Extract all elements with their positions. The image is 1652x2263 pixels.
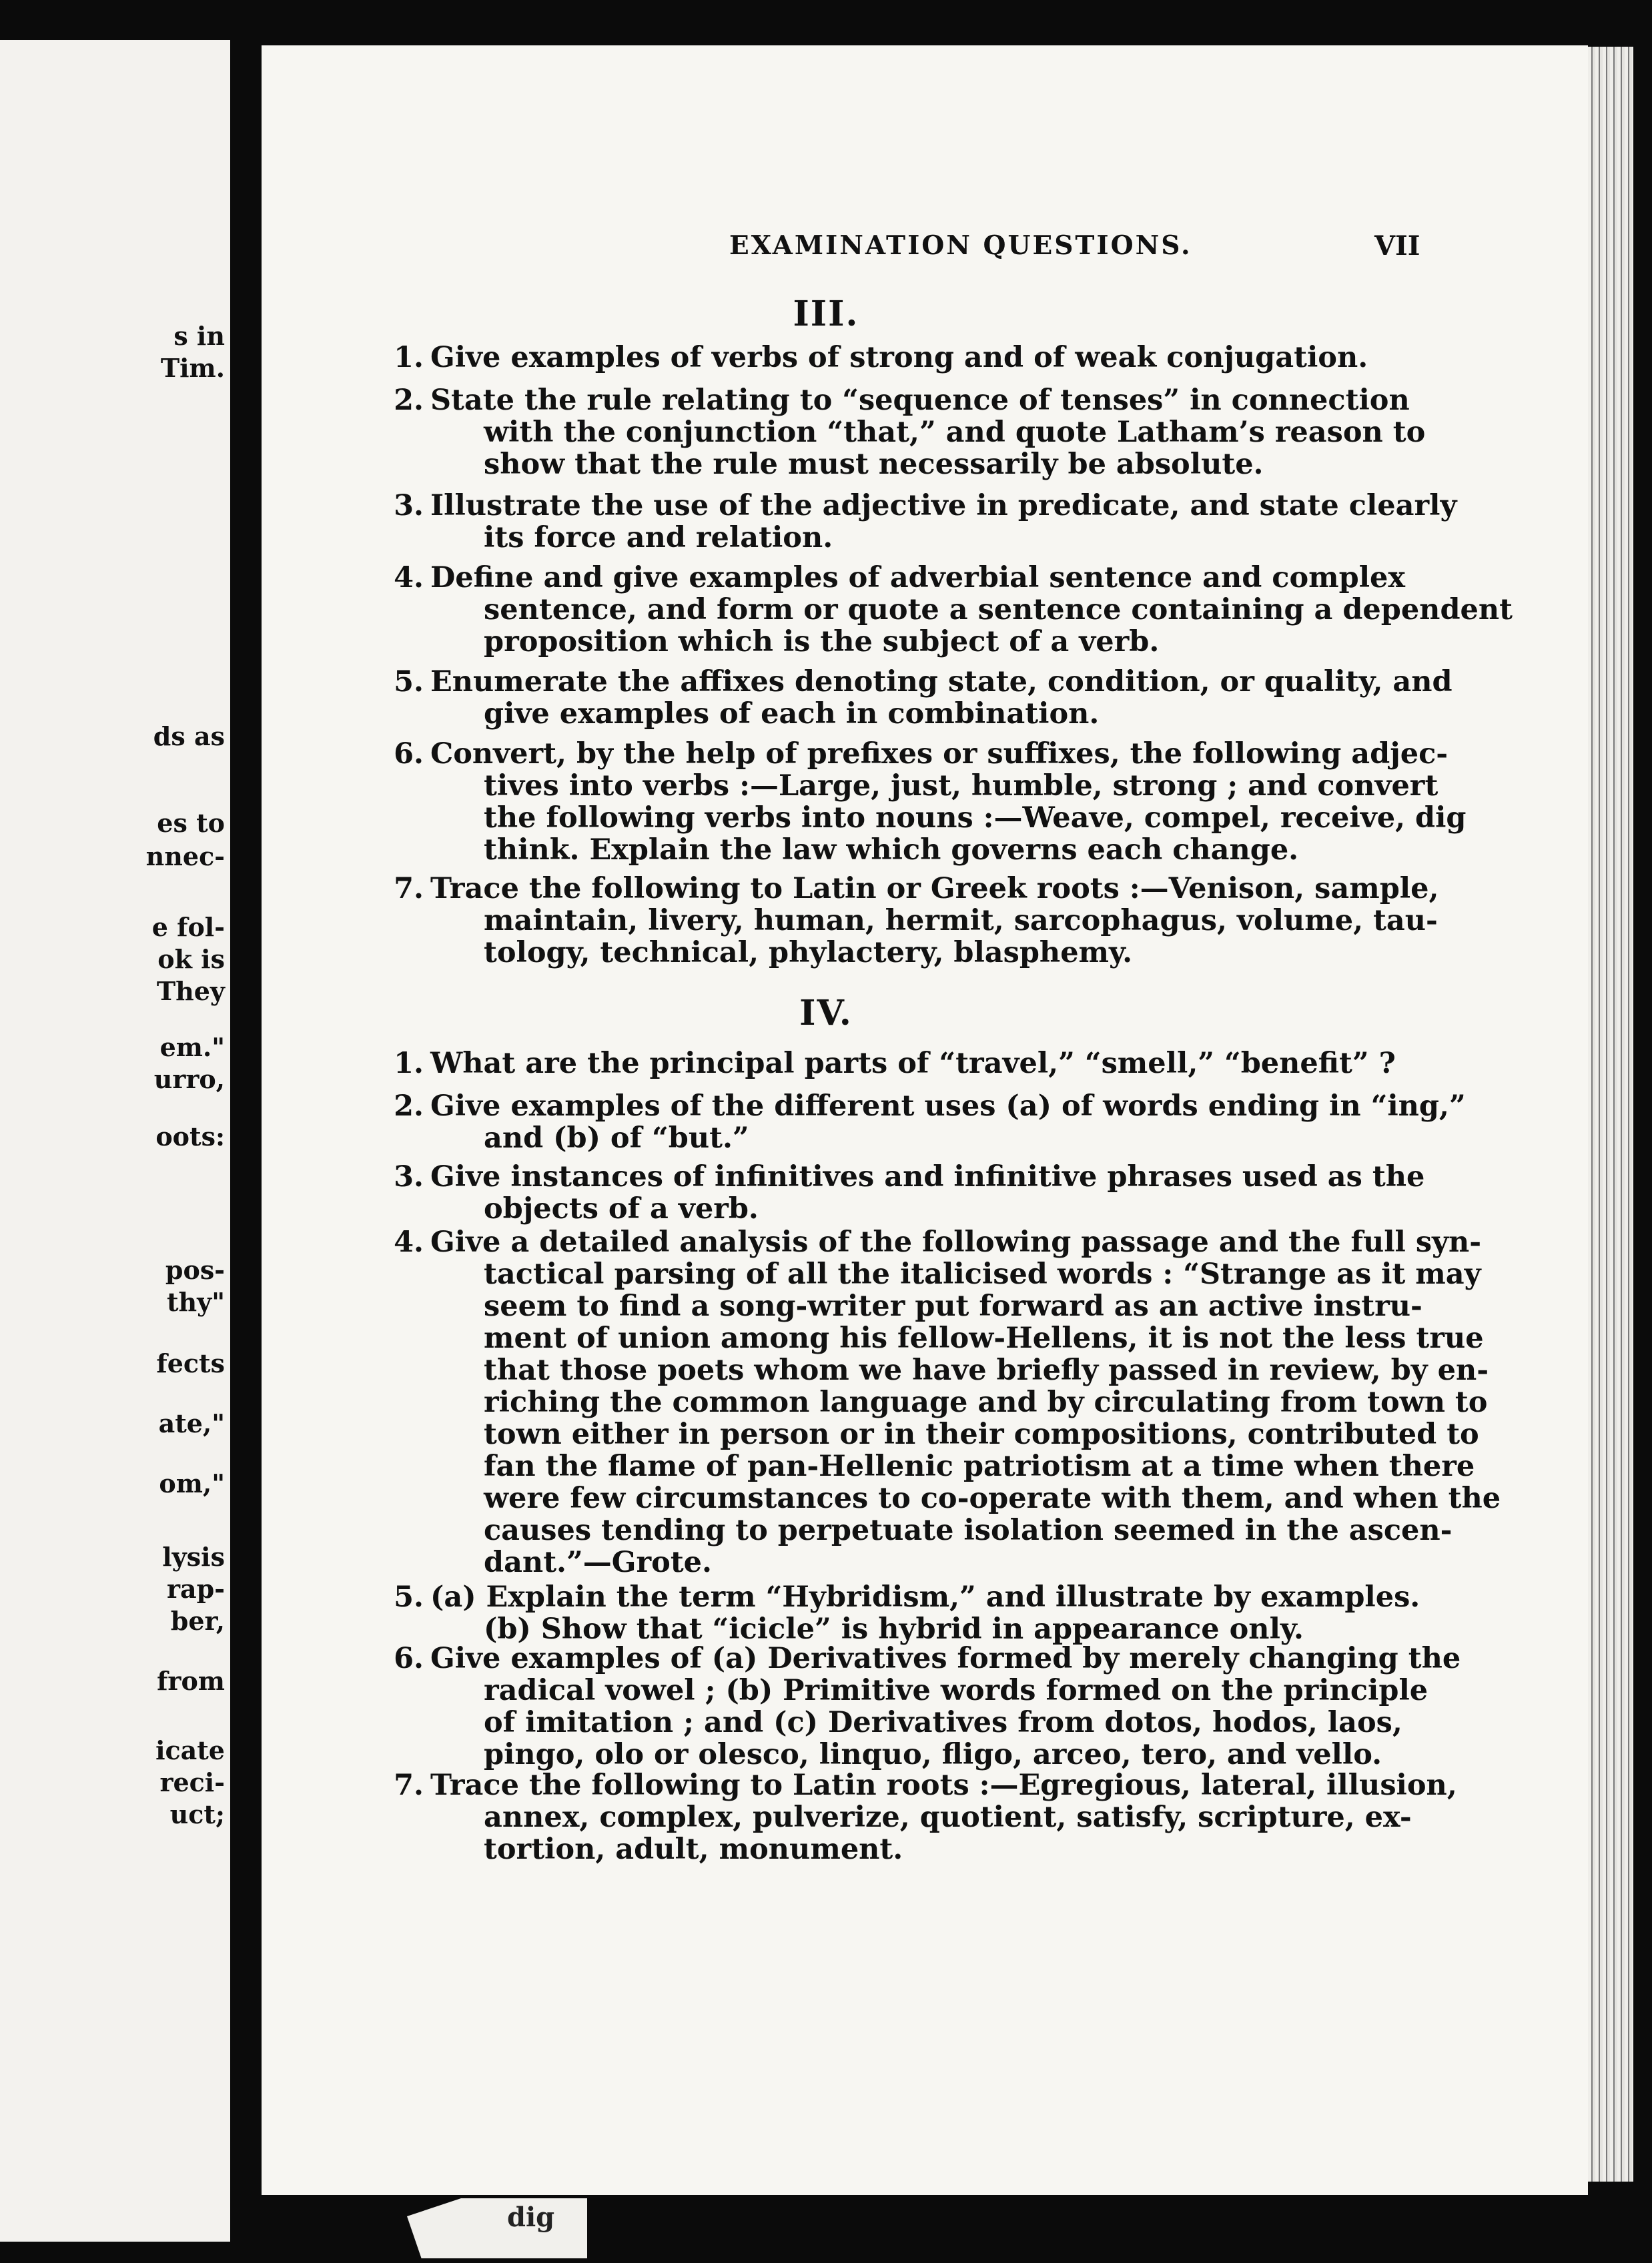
left-fragment: Tim. (160, 353, 225, 383)
question-line: maintain, livery, human, hermit, sarcophagus, volume, tau- (484, 904, 1438, 937)
question-item (394, 1642, 1461, 1771)
question-line: State the rule relating to “sequence of tenses” in connection (430, 384, 1410, 417)
question-line: of imitation ; and (c) Derivatives from dotos, hodos, laos, (484, 1706, 1402, 1739)
question-line: Convert, by the help of prefixes or suffixes, the following adjec- (430, 737, 1449, 771)
question-line: with the conjunction “that,” and quote Latham’s reason to (484, 416, 1426, 449)
question-number: 1. (394, 341, 424, 374)
scrap-text: dig (507, 2202, 555, 2233)
question-line: dant.”—Grote. (484, 1546, 713, 1579)
question-line: radical vowel ; (b) Primitive words formed on the principle (484, 1674, 1428, 1707)
question-line: Illustrate the use of the adjective in predicate, and state clearly (430, 489, 1457, 522)
left-fragment: ds as (153, 721, 225, 751)
question-line: Give a detailed analysis of the following passage and the full syn- (430, 1226, 1482, 1259)
left-fragment: They (156, 976, 225, 1006)
question-number: 5. (394, 1580, 424, 1614)
question-line: that those poets whom we have briefly passed in review, by en- (484, 1354, 1489, 1387)
question-line: objects of a verb. (484, 1192, 759, 1226)
left-fragment: icate (155, 1735, 225, 1765)
left-fragment: from (157, 1666, 225, 1696)
section-title: III. (793, 294, 859, 334)
question-line: its force and relation. (484, 521, 833, 554)
left-fragment: nnec- (145, 841, 225, 871)
question-line: think. Explain the law which governs each change. (484, 833, 1299, 867)
question-line: Trace the following to Latin or Greek roots :—Venison, sample, (430, 872, 1439, 905)
left-fragment: em." (159, 1032, 225, 1062)
left-fragment: ate," (158, 1408, 225, 1438)
question-line: Enumerate the affixes denoting state, condition, or quality, and (430, 665, 1453, 699)
left-fragment: rap- (167, 1574, 225, 1604)
question-number: 7. (394, 872, 424, 905)
question-item (394, 1769, 1457, 1866)
left-fragment: urro, (153, 1064, 225, 1094)
question-item (394, 341, 1426, 374)
question-number: 2. (394, 1089, 424, 1123)
question-line: Trace the following to Latin roots :—Egregious, lateral, illusion, (430, 1769, 1457, 1802)
torn-paper-scrap (407, 2198, 587, 2258)
question-number: 6. (394, 737, 424, 771)
left-fragment: oots: (155, 1121, 225, 1152)
page-number: VII (1374, 230, 1420, 262)
left-fragment: fects (156, 1348, 225, 1378)
question-line: causes tending to perpetuate isolation seemed in the ascen- (484, 1514, 1453, 1547)
question-line: show that the rule must necessarily be absolute. (484, 448, 1264, 481)
question-item (394, 1089, 1466, 1155)
question-line: proposition which is the subject of a verb. (484, 625, 1160, 658)
left-page-edge (0, 40, 230, 2242)
question-line: pingo, olo or olesco, linquo, fligo, arceo, tero, and vello. (484, 1738, 1382, 1771)
question-item (394, 1047, 1426, 1080)
left-fragment: s in (173, 321, 225, 351)
question-number: 5. (394, 665, 424, 699)
page-edges (1588, 47, 1633, 2182)
left-fragment: reci- (159, 1767, 225, 1797)
question-line: Give examples of the different uses (a) of words ending in “ing,” (430, 1089, 1466, 1123)
question-number: 1. (394, 1047, 424, 1080)
question-number: 2. (394, 384, 424, 417)
question-item (394, 1226, 1501, 1579)
left-fragment: pos- (165, 1255, 225, 1285)
question-line: town either in person or in their compositions, contributed to (484, 1418, 1479, 1451)
left-fragment: ber, (170, 1606, 225, 1636)
question-line: and (b) of “but.” (484, 1121, 749, 1155)
question-line: tactical parsing of all the italicised words : “Strange as it may (484, 1258, 1481, 1291)
question-line: Define and give examples of adverbial sentence and complex (430, 561, 1406, 594)
section-title: IV. (799, 993, 853, 1033)
question-item (394, 384, 1426, 481)
question-line: Give examples of (a) Derivatives formed by merely changing the (430, 1642, 1461, 1675)
question-line: were few circumstances to co-operate with them, and when the (484, 1482, 1501, 1515)
question-item (394, 737, 1467, 867)
question-line: Give instances of infinitives and infinitive phrases used as the (430, 1160, 1425, 1194)
left-fragment: uct; (169, 1799, 225, 1829)
question-line: give examples of each in combination. (484, 697, 1100, 731)
question-item (394, 489, 1457, 554)
question-line: seem to find a song-writer put forward as an active instru- (484, 1290, 1422, 1323)
question-line: ment of union among his fellow-Hellens, it is not the less true (484, 1322, 1484, 1355)
question-line: tortion, adult, monument. (484, 1833, 903, 1866)
left-fragment: lysis (162, 1542, 225, 1572)
question-item (394, 1160, 1426, 1226)
question-line: tives into verbs :—Large, just, humble, strong ; and convert (484, 769, 1438, 803)
left-fragment: ok is (157, 944, 225, 974)
question-number: 3. (394, 489, 424, 522)
question-line: Give examples of verbs of strong and of weak conjugation. (430, 341, 1368, 374)
question-number: 3. (394, 1160, 424, 1194)
question-number: 7. (394, 1769, 424, 1802)
question-number: 4. (394, 561, 424, 594)
question-line: riching the common language and by circulating from town to (484, 1386, 1488, 1419)
question-line: tology, technical, phylactery, blasphemy. (484, 936, 1133, 969)
question-line: What are the principal parts of “travel,” “smell,” “benefit” ? (430, 1047, 1396, 1080)
question-line: sentence, and form or quote a sentence containing a dependent (484, 593, 1513, 626)
question-item (394, 1580, 1426, 1646)
left-fragment: es to (157, 808, 225, 838)
question-subline: (b) Show that “icicle” is hybrid in appearance only. (484, 1613, 1304, 1646)
question-item (394, 872, 1439, 969)
question-number: 6. (394, 1642, 424, 1675)
left-fragment: om," (159, 1468, 225, 1498)
running-head: EXAMINATION QUESTIONS. (729, 230, 1192, 261)
question-line: fan the flame of pan-Hellenic patriotism at a time when there (484, 1450, 1475, 1483)
question-number: 4. (394, 1226, 424, 1259)
left-fragment: e fol- (151, 912, 225, 942)
question-line: the following verbs into nouns :—Weave, compel, receive, dig (484, 801, 1467, 835)
left-fragment: thy" (166, 1287, 225, 1317)
question-line: (a) Explain the term “Hybridism,” and illustrate by examples. (430, 1580, 1420, 1614)
question-item (394, 561, 1513, 658)
question-item (394, 665, 1453, 731)
question-line: annex, complex, pulverize, quotient, satisfy, scripture, ex- (484, 1801, 1412, 1834)
